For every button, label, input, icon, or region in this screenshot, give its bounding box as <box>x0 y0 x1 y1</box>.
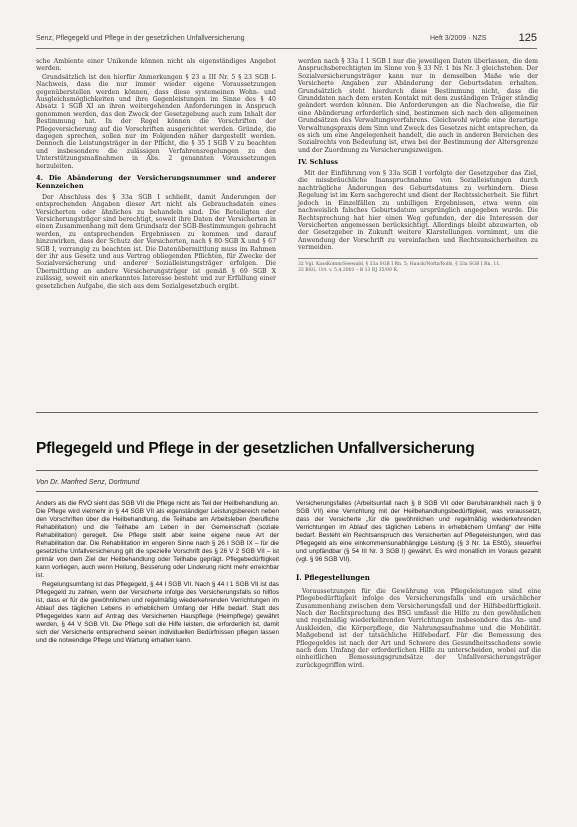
paragraph: werden nach § 33a I 1 SGB I nur die jeweiligen Daten überlassen, die dem Anspruchsberechtigten im Sinne von § 33 Nr. 1 bis Nr. 3 gleichstehen. Der Sozialversicherungsträger kann nur in demselben Maße wie der Versicherte Angaben zur Abänderung der Geburtsdaten erhalten. Grundsätzlich steht hierdurch diese Bestimmung nicht, dass die Grunddaten nach dem ersten Kontakt mit dem zuständigen Träger ständig geändert werden können. Die Anforderungen an die Nachweise, die für eine Abänderung erforderlich sind, bestimmen sich nach den allgemeinen Grundsätzen des Verwaltungsverfahrens. Gleichwohl würde eine derartige Verwaltungspraxis dem Sinn und Zweck des Gesetzes nicht entsprechen, da es sich um eine Angelegenheit handelt, die auch in anderen Bereichen des Sozialrechts von Bedeutung ist, etwa bei der Bestimmung der Altersgrenze und der Zuordnung zu Versicherungszweigen. <box>298 58 538 154</box>
section-heading: IV. Schluss <box>298 158 338 167</box>
author-line: Von Dr. Manfred Senz, Dortmund <box>36 479 140 486</box>
title-rule <box>36 470 538 471</box>
running-title: Senz, Pflegegeld und Pflege in der gesetzlichen Unfallversicherung <box>36 35 245 42</box>
section-heading: 4. Die Abänderung der Versicherungsnummer und anderer Kennzeichen <box>36 174 276 190</box>
paragraph: Versicherungsfalles (Arbeitsunfall nach § 8 SGB VII oder Berufskrankheit nach § 9 SGB VII) eine Verrichtung mit der Heilbehandlungsbedürftigkeit, was voraussetzt, dass der Versicherte „für die gewöhnlichen und regelmäßig wiederkehrenden Verrichtungen im Ablauf des täglichen Lebens in erheblichem Umfang“ der Hilfe bedarf. Besteht ein Rechtsanspruch des Versicherten auf Pflegeleistungen, wird das Pflegegeld als eine einkommensunabhängige Leistung (§ 3 Nr. 1a EStG), steuerfrei und unpfändbar (§ 54 III Nr. 3 SGB I) gewährt. Es wird monatlich im Voraus gezahlt (vgl. § 96 SGB VII). <box>296 500 541 563</box>
running-header <box>36 34 537 49</box>
paragraph: sche Ambiente einer Unikende können nicht als eigenständiges Angebot werden. <box>36 58 276 73</box>
author-rule <box>36 491 538 492</box>
paragraph: Grundsätzlich ist den hierfür Anmerkungen § 23 a III Nr. 5 § 23 SGB I-Nachweis, dass die nur immer wieder eigene Voraussetzungen gegenüberstellen werden können, dass diese systemeinen Wohn- und Ausgleichsmöglichkeiten und ihre Gegenleistungen im Sinne des § 40 Absatz 1 SGB XI an ihren weitergehenden Anforderungen in Anspruch genommen werden, das den Zweck der Gesetzgebung auch zum Inhalt der Bestimmung hat. In der Regel können die Vorschriften der Pflegeversicherung auf die Vorschriften ausgerichtet werden. Gründe, die dagegen sprechen, sollen nur im Folgenden näher dargestellt werden. Dennoch die Leistungsträger in der Pflicht, die § 35 I SGB V zu beachten und insbesondere die zulässigen Verfahrensregelungen zu den Unterstützungsmaßnahmen in Abs. 2 genannten Voraussetzungen herzuleiten. <box>36 73 276 170</box>
page-number: 125 <box>518 32 537 44</box>
section-heading: I. Pflegestellungen <box>296 573 370 582</box>
paragraph: Mit der Einführung von § 33a SGB I verfolgte der Gesetzgeber das Ziel, die missbräuchliche Inanspruchnahme von Sozialleistungen durch nachträgliche Änderungen des Geburtsdatums zu verhindern. Diese Regelung ist im Kern sachgerecht und dient der Rechtssicherheit. Sie führt jedoch in Einzelfällen zu unbilligen Ergebnissen, etwa wenn ein nachweislich falsches Geburtsdatum ursprünglich angegeben wurde. Die Rechtsprechung hat hier einen Weg gefunden, der die Interessen der Versicherten angemessen berücksichtigt. Allerdings bleibt abzuwarten, ob der Gesetzgeber in Zukunft weitere Klarstellungen vornimmt, um die Anwendung der Vorschrift zu vereinfachen und Rechtsunsicherheiten zu vermeiden. <box>298 170 538 252</box>
paragraph: Anders als die RVO sieht das SGB VII die Pflege nicht als Teil der Heilbehandlung an. Die Pflege wird vielmehr in § 44 SGB VII als eigenständiger Leistungsbereich neben den Vorschriften über die Heilbehandlung, die Teilhabe am Arbeitsleben (berufliche Rehabilitation) und die Teilhabe am Leben in der Gemeinschaft (soziale Rehabilitation) geregelt. Die Pflege stellt aber keine eigene neue Art der Rehabilitation dar. Die Rehabilitation im engeren Sinne nach § 26 I SGB IX – für die gesetzliche Unfallversicherung gilt die spezielle Vorschrift des § 26 V 2 SGB VII – ist primär von dem Ziel der Heilbehandlung oder Teilhabe geprägt. Pflegebedürftigkeit kann vorliegen, auch wenn Heilung, Besserung oder Linderung nicht mehr erreichbar ist. <box>36 500 279 579</box>
article-separator <box>36 412 538 413</box>
article-title: Pflegegeld und Pflege in der gesetzlichen Unfallversicherung <box>36 440 475 457</box>
article-right-column <box>296 500 541 800</box>
paragraph: Voraussetzungen für die Gewährung von Pflegeleistungen sind eine Pflegebedürftigkeit infolge des Versicherungsfalls und ein ursächlicher Zusammenhang zwischen dem Versicherungsfall und der Hilfsbedürftigkeit. Nach der Rechtsprechung des BSG umfasst die Hilfe zu den gewöhnlichen und regelmäßig wiederkehrenden Verrichtungen insbesondere das An- und Auskleiden, die Körperpflege, die Nahrungsaufnahme und die Mobilität. Maßgebend ist der tatsächliche Hilfebedarf. Für die Bemessung des Pflegegeldes ist nach der Art und Schwere des Gesundheitsschadens sowie nach dem Umfang der erforderlichen Hilfe zu unterscheiden, wobei auf die einheitlichen Bemessungsgrundsätze der Unfallversicherungsträger zurückgegriffen wird. <box>296 587 541 669</box>
footnotes <box>298 258 538 274</box>
previous-article-right-column <box>298 58 538 403</box>
journal-issue: Heft 3/2009 · NZS <box>430 35 487 42</box>
previous-article-left-column <box>36 58 276 403</box>
article-left-column <box>36 500 279 800</box>
paragraph: Regelungsumfang ist das Pflegegeld, § 44 I SGB VII. Nach § 44 I 1 SGB VII ist das Pflegegeld zu zahlen, wenn der Versicherte infolge des Versicherungsfalls so hilflos ist, dass er für die gewöhnlichen und regelmäßig wiederkehrenden Verrichtungen im Ablauf des täglichen Lebens in erheblichem Umfang der Hilfe bedarf. Statt des Pflegegeldes kann auf Antrag des Versicherten Hauspflege (Heimpflege) gewährt werden, § 44 V SGB VII. Die Pflege soll die Hilfe leisten, die erforderlich ist, damit sich der Versicherte entsprechend seinen individuellen Bedürfnissen pflegen lassen und die notwendige Pflege und Wartung erhalten kann. <box>36 581 279 644</box>
footnote: 33 BSG, Urt. v. 5.4.2001 – B 13 RJ 35/00 R. <box>298 267 399 273</box>
footnote: 32 Vgl. KassKomm/Seewald, § 33a SGB I Rn. 5; Hauck/Noftz/Rolfs, § 33a SGB I Rn. 11. <box>298 261 501 267</box>
paragraph: Der Abschluss des § 33a SGB I schließt, damit Änderungen der entsprechenden Angaben dieser Art nicht als Gebrauchsdaten eines Versicherten oder ähnliches zu behandeln sind. Die Beteiligten der Versicherungsträger sind berechtigt, soweit ihre Daten der Versicherten in einen Zusammenhang mit dem Grundsatz der SGB-Bestimmungen gebracht werden, zu entsprechenden Ergebnissen zu kommen und darauf hinzuwirken, dass der Schutz der Versicherten, nach § 80 SGB X und § 67 SGB I, vorrangig zu beachten ist. Die Datenübermittlung muss im Rahmen der ihr aus Gesetz und aus Vertrag obliegenden Pflichten, für Zwecke der Sozialversicherung und anderer Sozialleistungsträger erfolgen. Die Übermittlung an andere Versicherungsträger ist gemäß § 69 SGB X zulässig, soweit ein anerkanntes Interesse besteht und zur Erfüllung einer gesetzlichen Aufgabe, die sich aus dem Sozialgesetzbuch ergibt. <box>36 193 276 290</box>
